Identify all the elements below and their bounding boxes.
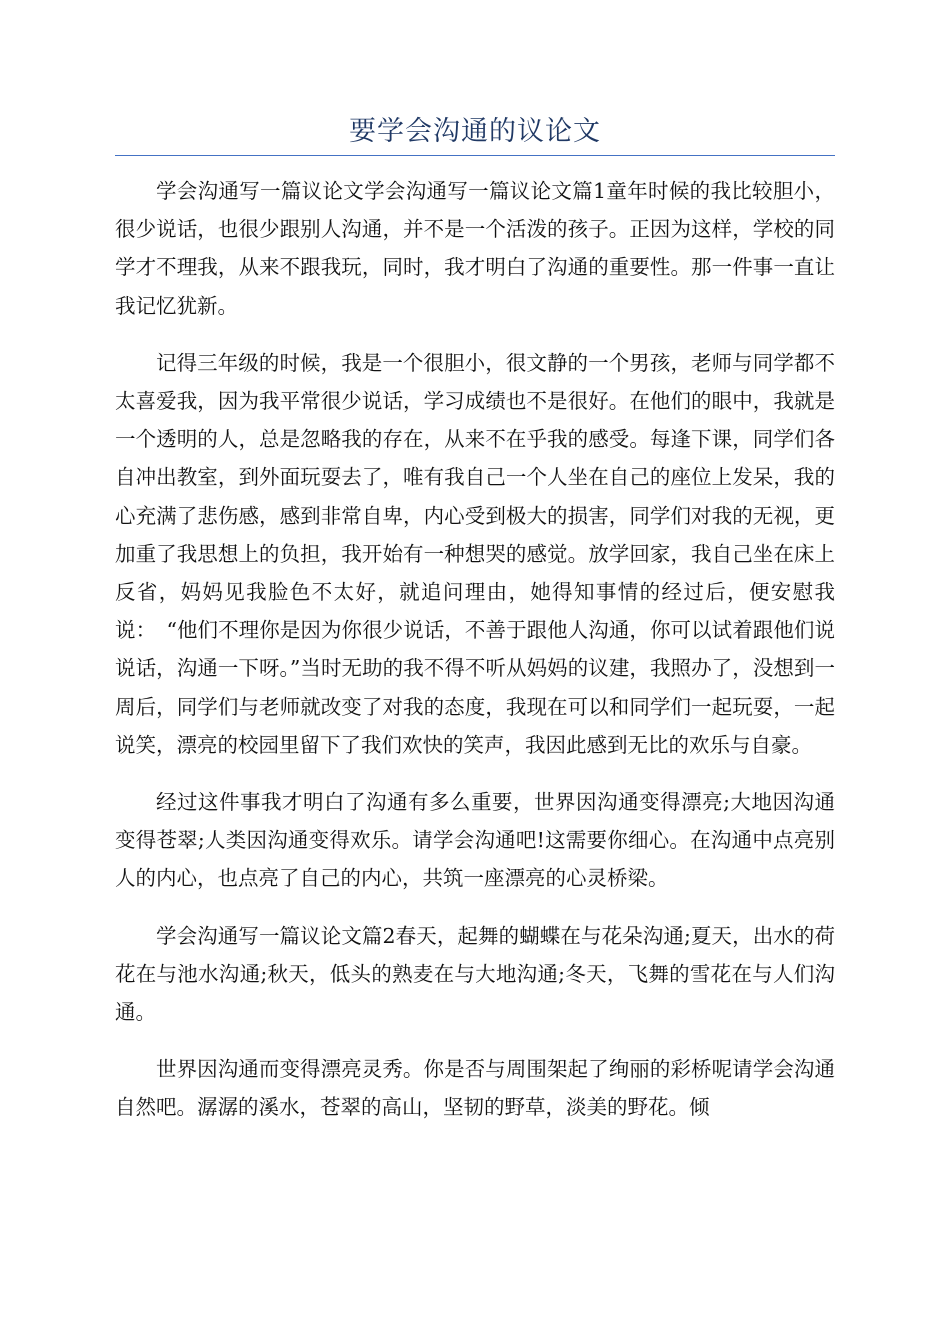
page-title: 要学会沟通的议论文	[349, 116, 601, 147]
paragraph-3: 经过这件事我才明白了沟通有多么重要，世界因沟通变得漂亮;大地因沟通变得苍翠;人类因沟通变得欢乐。请学会沟通吧!这需要你细心。在沟通中点亮别人的内心，也点亮了自己的内心，共筑一座漂亮的心灵桥梁。	[115, 790, 835, 891]
document-body	[115, 172, 835, 1146]
paragraph-1: 学会沟通写一篇议论文学会沟通写一篇议论文篇1童年时候的我比较胆小，很少说话，也很少跟别人沟通，并不是一个活泼的孩子。正因为这样，学校的同学才不理我，从来不跟我玩，同时，我才明白了沟通的重要性。那一件事一直让我记忆犹新。	[115, 179, 835, 318]
paragraph-4: 学会沟通写一篇议论文篇2春天，起舞的蝴蝶在与花朵沟通;夏天，出水的荷花在与池水沟通;秋天，低头的熟麦在与大地沟通;冬天，飞舞的雪花在与人们沟通。	[115, 923, 835, 1025]
paragraph-2: 记得三年级的时候，我是一个很胆小，很文静的一个男孩，老师与同学都不太喜爱我，因为我平常很少说话，学习成绩也不是很好。在他们的眼中，我就是一个透明的人，总是忽略我的存在，从来不在乎我的感受。每逢下课，同学们各自冲出教室，到外面玩耍去了，唯有我自己一个人坐在自己的座位上发呆，我的心充满了悲伤感，感到非常自卑，内心受到极大的损害，同学们对我的无视，更加重了我思想上的负担，我开始有一种想哭的感觉。放学回家，我自己坐在床上反省，妈妈见我脸色不太好，就追问理由，她得知事情的经过后，便安慰我说： “他们不理你是因为你很少说话，不善于跟他人沟通，你可以试着跟他们说说话，沟通一下呀。”当时无助的我不得不听从妈妈的议建，我照办了，没想到一周后，同学们与老师就改变了对我的态度，我现在可以和同学们一起玩耍，一起说笑，漂亮的校园里留下了我们欢快的笑声，我因此感到无比的欢乐与自豪。	[115, 350, 835, 757]
title-underline	[115, 155, 835, 156]
paragraph-5: 世界因沟通而变得漂亮灵秀。你是否与周围架起了绚丽的彩桥呢请学会沟通自然吧。潺潺的溪水，苍翠的高山，坚韧的野草，淡美的野花。倾	[115, 1057, 835, 1120]
